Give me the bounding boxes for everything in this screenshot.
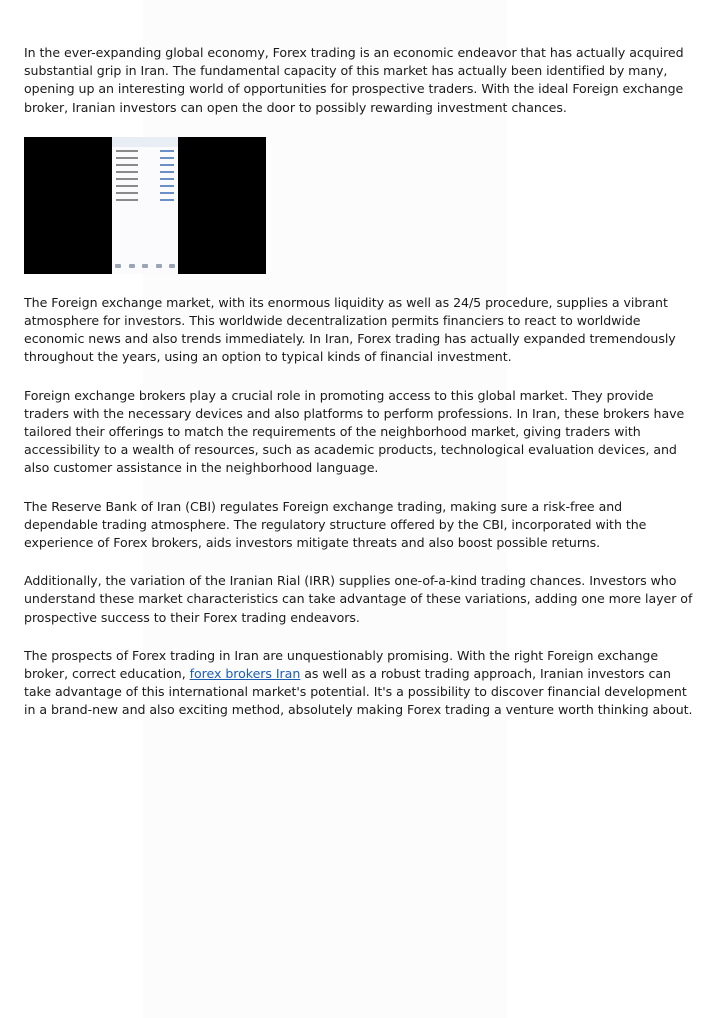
account-row xyxy=(116,177,174,182)
prospects-text-start: The prospects of Forex trading in Iran are unquestionably promising. With the right Foreign exchange broker, correct education, xyxy=(24,647,659,682)
account-row xyxy=(116,198,174,203)
nav-icon xyxy=(156,264,162,268)
forex-brokers-iran-link[interactable]: forex brokers Iran xyxy=(189,666,301,682)
article-body xyxy=(24,44,696,740)
paragraph-intro: In the ever-expanding global economy, Forex trading is an economic endeavor that has actually acquired substantial grip in Iran. The fundamental capacity of this market has actually been identified by many, opening up an interesting world of opportunities for prospective traders. With the ideal Foreign exchange broker, Iranian investors can open the door to possibly rewarding investment chances. xyxy=(24,45,684,115)
phone-bottom-nav xyxy=(115,264,175,270)
nav-icon xyxy=(115,264,121,268)
paragraph-regulation: The Reserve Bank of Iran (CBI) regulates Foreign exchange trading, making sure a risk-free and dependable trading atmosphere. The regulatory structure offered by the CBI, incorporated with the experience of Forex brokers, aids investors mitigate threats and also boost possible returns. xyxy=(24,498,647,551)
nav-icon xyxy=(129,264,135,268)
paragraph-market: The Foreign exchange market, with its enormous liquidity as well as 24/5 procedure, supplies a vibrant atmosphere for investors. This worldwide decentralization permits financiers to react to worldwide economic news and also trends immediately. In Iran, Forex trading has actually expanded tremendously throughout the years, using an option to typical kinds of financial investment. xyxy=(24,294,676,365)
nav-icon xyxy=(169,264,175,268)
paragraph-brokers: Foreign exchange brokers play a crucial role in promoting access to this global market. They provide traders with the necessary devices and also platforms to perform professions. In Iran, these brokers have tailored their offerings to match the requirements of the neighborhood market, giving traders with accessibility to a wealth of resources, such as academic products, technological evaluation devices, and also customer assistance in the neighborhood language. xyxy=(24,387,685,476)
account-row xyxy=(116,163,174,168)
phone-header-bar xyxy=(112,137,178,147)
prospects-text-end: as well as a robust trading approach, Iranian investors can take advantage of this international market's potential. It's a possibility to discover financial development in a brand-new and also exciting method, absolutely making Forex trading a venture worth thinking about. xyxy=(24,666,693,718)
account-row xyxy=(116,184,174,189)
account-row xyxy=(116,156,174,161)
paragraph-prospects xyxy=(24,647,696,720)
account-row xyxy=(116,191,174,196)
phone-screen xyxy=(112,137,178,274)
trading-app-screenshot xyxy=(24,137,266,274)
account-row xyxy=(116,149,174,154)
nav-icon xyxy=(142,264,148,268)
account-row xyxy=(116,170,174,175)
paragraph-rial: Additionally, the variation of the Iranian Rial (IRR) supplies one-of-a-kind trading chances. Investors who understand these market characteristics can take advantage of these variations, adding one more layer of prospective success to their Forex trading endeavors. xyxy=(24,573,693,625)
